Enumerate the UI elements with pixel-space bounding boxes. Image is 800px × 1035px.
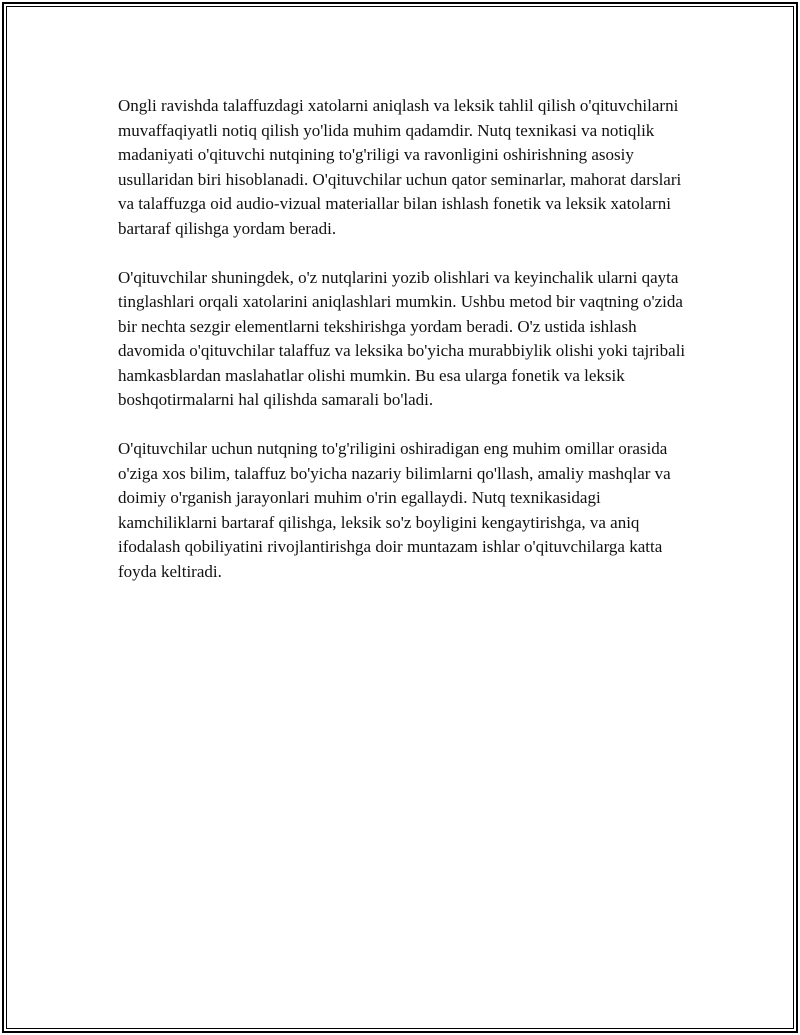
paragraph-1: Ongli ravishda talaffuzdagi xatolarni aniqlash va leksik tahlil qilish o'qituvchilarni muvaffaqiyatli notiq qilish yo'lida muhim qadamdir. Nutq texnikasi va notiqlik madaniyati o'qituvchi nutqining to'g'riligi va ravonligini oshirishning asosiy usullaridan biri hisoblanadi. O'qituvchilar uchun qator seminarlar, mahorat darslari va talaffuzga oid audio-vizual materiallar bilan ishlash fonetik va leksik xatolarni bartaraf qilishga yordam beradi. (118, 96, 682, 238)
paragraph-3: O'qituvchilar uchun nutqning to'g'riligini oshiradigan eng muhim omillar orasida o'ziga xos bilim, talaffuz bo'yicha nazariy bilimlarni qo'llash, amaliy mashqlar va doimiy o'rganish jarayonlari muhim o'rin egallaydi. Nutq texnikasidagi kamchiliklarni bartaraf qilishga, leksik so'z boyligini kengaytirishga, va aniq ifodalash qobiliyatini rivojlantirishga doir muntazam ishlar o'qituvchilarga katta foyda keltiradi. (118, 439, 671, 581)
document-body (118, 94, 698, 609)
paragraph-2: O'qituvchilar shuningdek, o'z nutqlarini yozib olishlari va keyinchalik ularni qayta tinglashlari orqali xatolarini aniqlashlari mumkin. Ushbu metod bir vaqtning o'zida bir nechta sezgir elementlarni tekshirishga yordam beradi. O'z ustida ishlash davomida o'qituvchilar talaffuz va leksika bo'yicha murabbiylik olishi yoki tajribali hamkasblardan maslahatlar olishi mumkin. Bu esa ularga fonetik va leksik boshqotirmalarni hal qilishda samarali bo'ladi. (118, 267, 686, 409)
